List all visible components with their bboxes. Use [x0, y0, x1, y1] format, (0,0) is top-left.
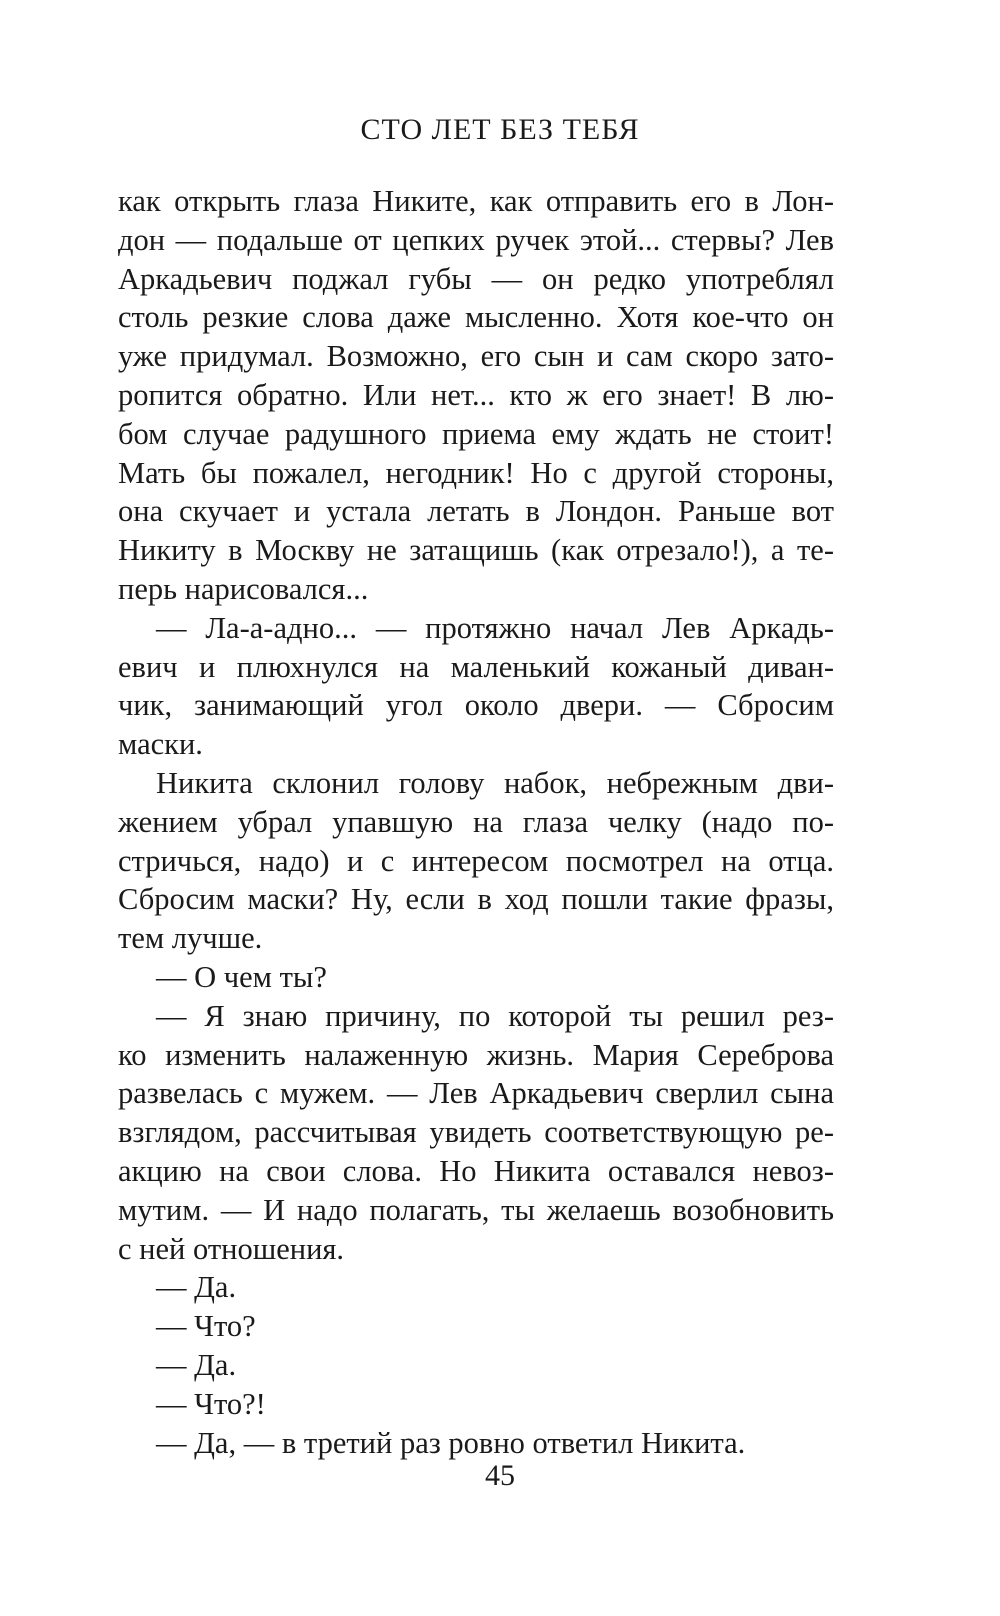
text-line: ко изменить налаженную жизнь. Мария Сереброва [118, 1037, 834, 1072]
text-line: взглядом, рассчитывая увидеть соответствующую ре- [118, 1115, 834, 1150]
text-line: дон — подальше от цепких ручек этой... стервы? Лев [118, 222, 834, 257]
page-number: 45 [485, 1459, 515, 1492]
text-line: столь резкие слова даже мысленно. Хотя кое-что он [118, 300, 834, 335]
running-head: СТО ЛЕТ БЕЗ ТЕБЯ [360, 113, 640, 146]
text-line: стричься, надо) и с интересом посмотрел на отца. [118, 843, 834, 878]
text-line: — Да. [156, 1270, 237, 1305]
text-line: — Да. [156, 1347, 237, 1382]
text-line: — Я знаю причину, по которой ты решил рез- [156, 998, 834, 1033]
text-line: — Ла-а-адно... — протяжно начал Лев Аркадь- [156, 610, 834, 645]
text-line: уже придумал. Возможно, его сын и сам скоро зато- [118, 339, 834, 374]
text-line: мутим. — И надо полагать, ты желаешь возобновить [118, 1192, 834, 1227]
text-line: Аркадьевич поджал губы — он редко употреблял [118, 261, 834, 296]
text-line: бом случае радушного приема ему ждать не стоит! [118, 416, 834, 451]
text-line: акцию на свои слова. Но Никита оставался невоз- [118, 1153, 834, 1188]
text-line: жением убрал упавшую на глаза челку (надо по- [118, 804, 834, 839]
text-line: маски. [118, 727, 203, 762]
text-line: Никита склонил голову набок, небрежным дви- [156, 765, 834, 800]
text-line: она скучает и устала летать в Лондон. Раньше вот [118, 494, 834, 529]
text-line: — Что?! [156, 1386, 266, 1421]
text-line: перь нарисовался... [118, 571, 369, 606]
text-line: — О чем ты? [156, 959, 327, 994]
text-line: — Да, — в третий раз ровно ответил Никита. [156, 1425, 746, 1460]
body-text [118, 182, 834, 1462]
text-line: ропится обратно. Или нет... кто ж его знает! В лю- [118, 377, 834, 412]
text-line: как открыть глаза Никите, как отправить его в Лон- [118, 184, 834, 218]
text-line: тем лучше. [118, 921, 263, 956]
text-line: Мать бы пожалел, негодник! Но с другой стороны, [118, 455, 834, 490]
text-line: чик, занимающий угол около двери. — Сбросим [118, 688, 834, 723]
text-line: Сбросим маски? Ну, если в ход пошли такие фразы, [118, 882, 834, 917]
text-line: Никиту в Москву не затащишь (как отрезало!), а те- [118, 533, 834, 568]
text-line: развелась с мужем. — Лев Аркадьевич сверлил сына [118, 1076, 834, 1111]
text-line: с ней отношения. [118, 1231, 345, 1266]
text-line: евич и плюхнулся на маленький кожаный диван- [118, 649, 834, 684]
text-line: — Что? [156, 1309, 256, 1344]
